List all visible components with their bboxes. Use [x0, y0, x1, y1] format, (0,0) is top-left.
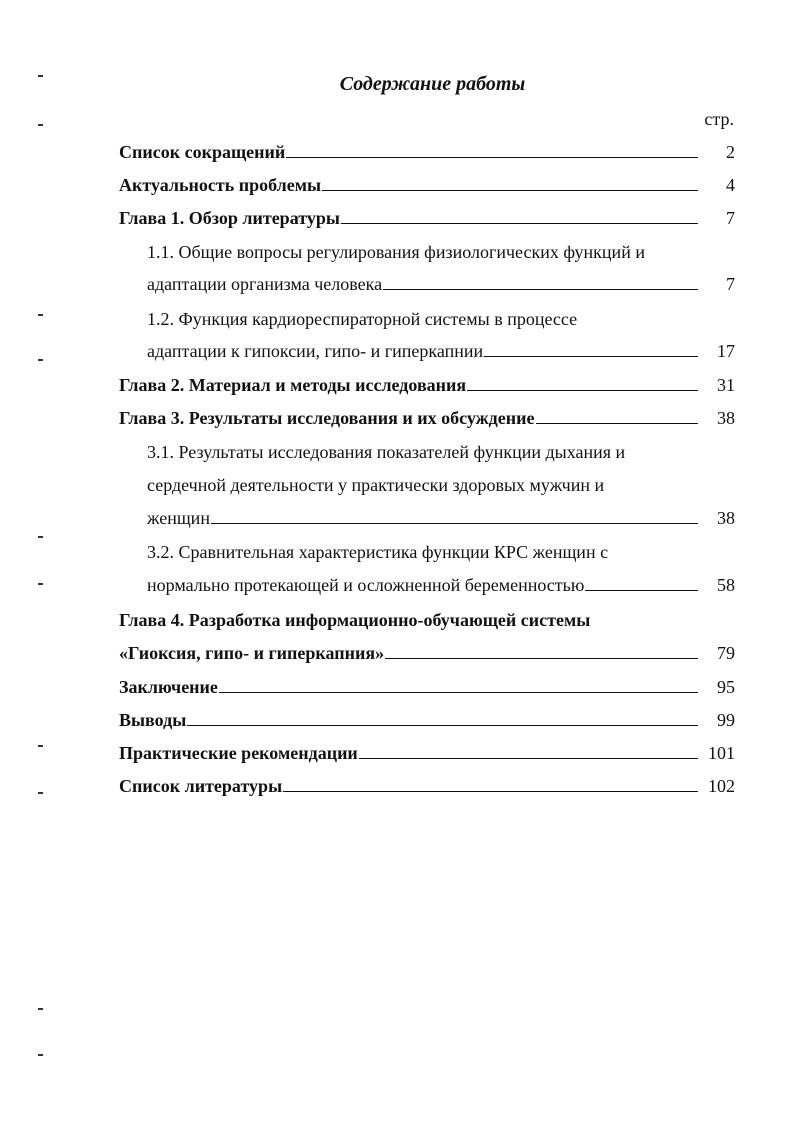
- toc-entry-text: Актуальность проблемы: [119, 175, 322, 195]
- toc-leader-line: [211, 523, 698, 524]
- toc-page-number: 31: [717, 375, 735, 395]
- toc-heading-line: [119, 641, 735, 665]
- toc-page-number: 7: [726, 274, 735, 294]
- toc-entry-text: женщин: [147, 508, 210, 528]
- toc-entry-text: Практические рекомендации: [119, 743, 358, 763]
- toc-entry-text: Список сокращений: [119, 142, 286, 162]
- toc-entry-text: Список литературы: [119, 776, 283, 796]
- toc-entry-text: 3.1. Результаты исследования показателей функции дыхания и: [147, 442, 626, 462]
- toc-page-number: 102: [708, 776, 735, 796]
- toc-leader-line: [536, 423, 698, 424]
- toc-heading-line: [119, 608, 735, 632]
- toc-entry-text: Глава 2. Материал и методы исследования: [119, 375, 467, 395]
- toc-entry-text: нормально протекающей и осложненной беременностью: [147, 575, 585, 595]
- toc-subsection-line: [147, 339, 735, 363]
- toc-page-number: 95: [717, 677, 735, 697]
- toc-subsection-line: [147, 240, 735, 264]
- scan-mark: [38, 792, 43, 794]
- toc-leader-line: [341, 223, 698, 224]
- toc-leader-line: [585, 590, 698, 591]
- toc-subsection-line: [147, 272, 735, 296]
- toc-leader-line: [383, 289, 698, 290]
- toc-entry-text: Выводы: [119, 710, 187, 730]
- toc-leader-line: [385, 658, 698, 659]
- toc-leader-line: [359, 758, 698, 759]
- toc-page-number: 58: [717, 575, 735, 595]
- scan-mark: [38, 359, 43, 361]
- toc-subsection-line: [147, 473, 735, 497]
- toc-heading-line: [119, 140, 735, 164]
- toc-subsection-line: [147, 307, 735, 331]
- toc-entry-text: адаптации к гипоксии, гипо- и гиперкапнии: [147, 341, 484, 361]
- toc-leader-line: [286, 157, 698, 158]
- toc-heading-line: [119, 774, 735, 798]
- toc-subsection-line: [147, 573, 735, 597]
- toc-page-number: 4: [726, 175, 735, 195]
- toc-page-number: 99: [717, 710, 735, 730]
- toc-entry-text: Глава 4. Разработка информационно-обучающей системы: [119, 610, 591, 630]
- toc-leader-line: [283, 791, 698, 792]
- toc-page-number: 38: [717, 508, 735, 528]
- toc-heading-line: [119, 741, 735, 765]
- toc-heading-line: [119, 406, 735, 430]
- scan-mark: [38, 1008, 43, 1010]
- scan-mark: [38, 583, 43, 585]
- toc-page-number: 17: [717, 341, 735, 361]
- toc-entry-text: 3.2. Сравнительная характеристика функции КРС женщин с: [147, 542, 609, 562]
- toc-page-number: 101: [708, 743, 735, 763]
- toc-entry-text: «Гиоксия, гипо- и гиперкапния»: [119, 643, 385, 663]
- toc-page-number: 7: [726, 208, 735, 228]
- toc-page-number: 79: [717, 643, 735, 663]
- toc-leader-line: [467, 390, 698, 391]
- toc-entry-text: адаптации организма человека: [147, 274, 383, 294]
- toc-entry-text: 1.1. Общие вопросы регулирования физиологических функций и: [147, 242, 645, 262]
- toc-leader-line: [219, 692, 698, 693]
- toc-entry-text: Глава 1. Обзор литературы: [119, 208, 340, 228]
- toc-heading-line: [119, 173, 735, 197]
- toc-leader-line: [484, 356, 698, 357]
- toc-leader-line: [187, 725, 698, 726]
- toc-subsection-line: [147, 540, 735, 564]
- toc-subsection-line: [147, 506, 735, 530]
- scan-mark: [38, 745, 43, 747]
- page-title: Содержание работы: [339, 73, 526, 95]
- toc-leader-line: [322, 190, 698, 191]
- toc-page-number: 38: [717, 408, 735, 428]
- scan-mark: [38, 536, 43, 538]
- toc-page-number: 2: [726, 142, 735, 162]
- toc-subsection-line: [147, 440, 735, 464]
- toc-heading-line: [119, 675, 735, 699]
- toc-heading-line: [119, 373, 735, 397]
- scan-mark: [38, 124, 43, 126]
- toc-entry-text: сердечной деятельности у практически здоровых мужчин и: [147, 475, 605, 495]
- scan-mark: [38, 314, 43, 316]
- scan-mark: [38, 75, 43, 77]
- page-column-label: стр.: [704, 109, 734, 129]
- toc-entry-text: Заключение: [119, 677, 218, 697]
- toc-entry-text: Глава 3. Результаты исследования и их обсуждение: [119, 408, 535, 428]
- toc-entry-text: 1.2. Функция кардиореспираторной системы в процессе: [147, 309, 578, 329]
- toc-heading-line: [119, 708, 735, 732]
- toc-heading-line: [119, 206, 735, 230]
- scan-mark: [38, 1054, 43, 1056]
